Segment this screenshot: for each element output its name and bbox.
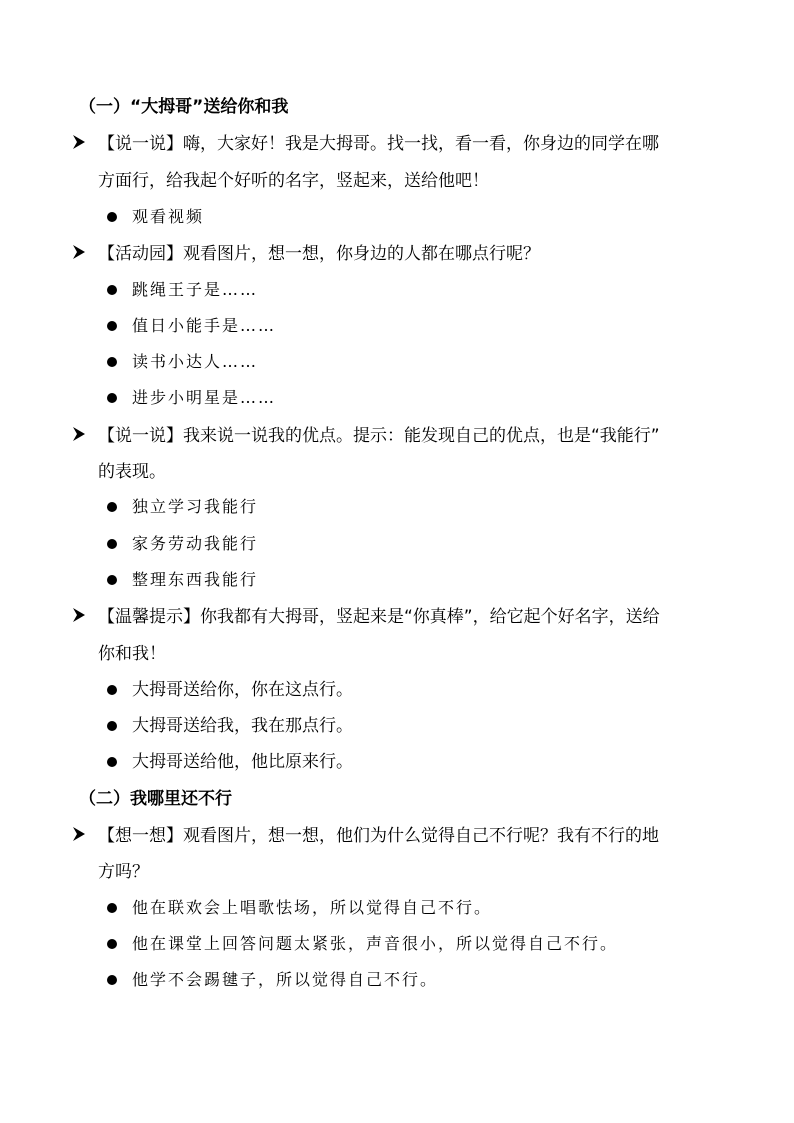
bullet-dot-icon bbox=[107, 685, 117, 695]
arrow-bullet-icon bbox=[72, 607, 86, 623]
bullet-text: 他在课堂上回答问题太紧张，声音很小，所以觉得自己不行。 bbox=[132, 934, 619, 953]
bullet-text: 他在联欢会上唱歌怯场，所以觉得自己不行。 bbox=[132, 898, 493, 917]
bullet-dot-icon bbox=[107, 757, 117, 767]
bullet-text: 跳绳王子是…… bbox=[132, 280, 259, 299]
arrow-bullet-icon bbox=[72, 134, 86, 150]
item-text: 方吗？ bbox=[98, 862, 149, 882]
arrow-bullet-icon bbox=[72, 826, 86, 842]
bullet-dot-icon bbox=[107, 975, 117, 985]
bullet-text: 值日小能手是…… bbox=[132, 316, 277, 335]
bullet-dot-icon bbox=[107, 539, 117, 549]
section-heading: （二）我哪里还不行 bbox=[79, 789, 232, 809]
bullet-text: 整理东西我能行 bbox=[132, 570, 259, 589]
bullet-text: 他学不会踢毽子，所以觉得自己不行。 bbox=[132, 970, 439, 989]
bullet-dot-icon bbox=[107, 939, 117, 949]
bullet-text: 大拇哥送给我，我在那点行。 bbox=[132, 716, 353, 736]
item-text: 方面行，给我起个好听的名字，竖起来，送给他吧！ bbox=[98, 171, 489, 191]
bullet-dot-icon bbox=[107, 575, 117, 585]
section-heading: （一）“大拇哥”送给你和我 bbox=[79, 97, 289, 117]
bullet-dot-icon bbox=[107, 357, 117, 367]
item-text: 【想一想】观看图片，想一想，他们为什么觉得自己不行呢？我有不行的地 bbox=[98, 826, 659, 846]
bullet-text: 独立学习我能行 bbox=[132, 497, 259, 516]
bullet-dot-icon bbox=[107, 321, 117, 331]
item-text: 你和我！ bbox=[98, 644, 166, 664]
bullet-text: 观看视频 bbox=[132, 207, 205, 226]
item-text: 的表现。 bbox=[98, 462, 166, 482]
bullet-dot-icon bbox=[107, 393, 117, 403]
bullet-dot-icon bbox=[107, 502, 117, 512]
bullet-text: 大拇哥送给他，他比原来行。 bbox=[132, 752, 353, 772]
item-text: 【温馨提示】你我都有大拇哥，竖起来是“你真棒”，给它起个好名字，送给 bbox=[98, 607, 660, 627]
bullet-dot-icon bbox=[107, 721, 117, 731]
bullet-text: 大拇哥送给你，你在这点行。 bbox=[132, 680, 353, 700]
item-text: 【活动园】观看图片，想一想，你身边的人都在哪点行呢？ bbox=[98, 244, 540, 264]
item-text: 【说一说】嗨，大家好！我是大拇哥。找一找，看一看，你身边的同学在哪 bbox=[98, 134, 659, 154]
bullet-dot-icon bbox=[107, 903, 117, 913]
bullet-dot-icon bbox=[107, 212, 117, 222]
bullet-text: 家务劳动我能行 bbox=[132, 534, 259, 553]
bullet-text: 读书小达人…… bbox=[132, 352, 259, 371]
arrow-bullet-icon bbox=[72, 244, 86, 260]
arrow-bullet-icon bbox=[72, 426, 86, 442]
item-text: 【说一说】我来说一说我的优点。提示：能发现自己的优点，也是“我能行” bbox=[98, 426, 660, 446]
bullet-dot-icon bbox=[107, 285, 117, 295]
bullet-text: 进步小明星是…… bbox=[132, 388, 277, 407]
